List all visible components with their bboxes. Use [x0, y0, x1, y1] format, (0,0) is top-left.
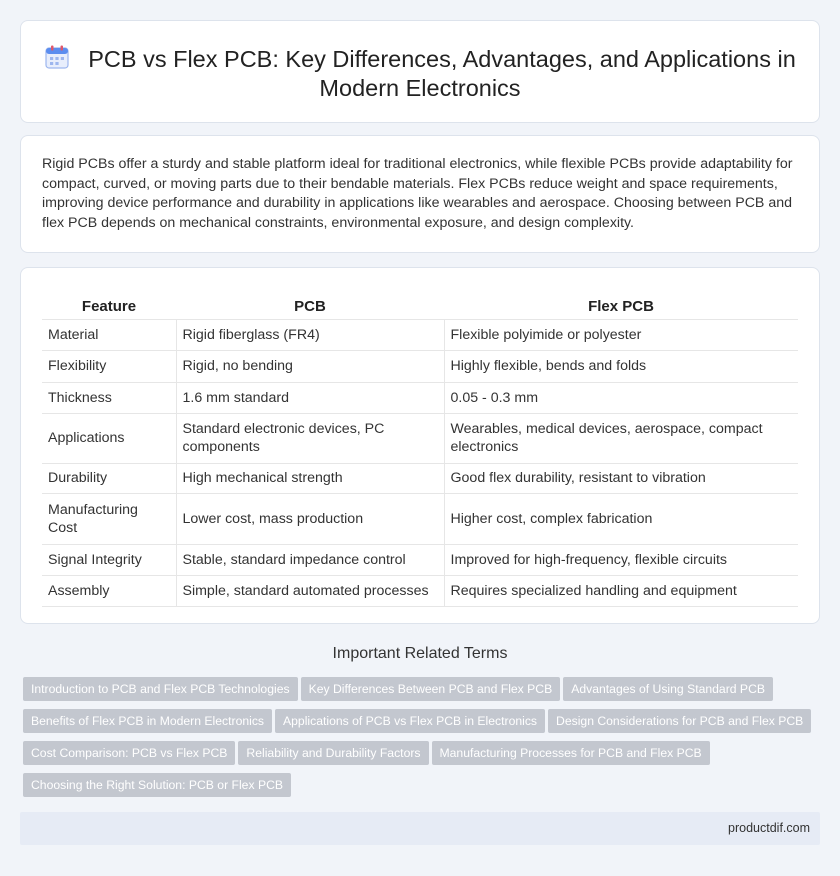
page-title-wrap — [21, 44, 819, 103]
table-row — [42, 544, 798, 575]
feature-cell: Assembly — [42, 575, 176, 606]
pcb-cell: Standard electronic devices, PC components — [176, 413, 444, 463]
header-flex-pcb: Flex PCB — [444, 295, 798, 319]
related-term-tag[interactable]: Reliability and Durability Factors — [238, 741, 428, 765]
summary-card — [20, 135, 820, 253]
footer-site-link[interactable]: productdif.com — [728, 821, 810, 835]
calendar-icon — [44, 44, 70, 70]
summary-text: Rigid PCBs offer a sturdy and stable platform ideal for traditional electronics, while flexible PCBs provide adaptability for compact, curved, or moving parts due to their bendable materials. Flex PCBs reduce weight and space requirements, improving device performance and durability in applications like wearables and aerospace. Choosing between PCB and flex PCB depends on mechanical constraints, environmental exposure, and design complexity. — [42, 156, 793, 231]
table-row — [42, 413, 798, 463]
flex-pcb-cell: Highly flexible, bends and folds — [444, 350, 798, 382]
flex-pcb-cell: Higher cost, complex fabrication — [444, 493, 798, 544]
feature-cell: Applications — [42, 413, 176, 463]
pcb-cell: Rigid fiberglass (FR4) — [176, 319, 444, 350]
flex-pcb-cell: Requires specialized handling and equipment — [444, 575, 798, 606]
footer — [20, 812, 820, 845]
feature-cell: Durability — [42, 463, 176, 493]
pcb-cell: Rigid, no bending — [176, 350, 444, 382]
feature-cell: Material — [42, 319, 176, 350]
table-header-row — [42, 295, 798, 319]
comparison-card — [20, 267, 820, 624]
flex-pcb-cell: Wearables, medical devices, aerospace, compact electronics — [444, 413, 798, 463]
flex-pcb-cell: 0.05 - 0.3 mm — [444, 382, 798, 413]
feature-cell: Signal Integrity — [42, 544, 176, 575]
related-term-tag[interactable]: Introduction to PCB and Flex PCB Technologies — [23, 677, 298, 701]
table-row — [42, 350, 798, 382]
pcb-cell: Simple, standard automated processes — [176, 575, 444, 606]
table-row — [42, 493, 798, 544]
table-row — [42, 463, 798, 493]
header-feature: Feature — [42, 295, 176, 319]
title-card — [20, 20, 820, 123]
pcb-cell: 1.6 mm standard — [176, 382, 444, 413]
related-term-tag[interactable]: Benefits of Flex PCB in Modern Electronics — [23, 709, 272, 733]
feature-cell: Flexibility — [42, 350, 176, 382]
flex-pcb-cell: Improved for high-frequency, flexible circuits — [444, 544, 798, 575]
table-row — [42, 382, 798, 413]
flex-pcb-cell: Flexible polyimide or polyester — [444, 319, 798, 350]
related-term-tag[interactable]: Advantages of Using Standard PCB — [563, 677, 773, 701]
comparison-table — [42, 295, 798, 607]
table-row — [42, 319, 798, 350]
related-term-tag[interactable]: Manufacturing Processes for PCB and Flex PCB — [432, 741, 710, 765]
feature-cell: Thickness — [42, 382, 176, 413]
related-terms-heading: Important Related Terms — [332, 645, 508, 662]
pcb-cell: Lower cost, mass production — [176, 493, 444, 544]
table-row — [42, 575, 798, 606]
related-term-tag[interactable]: Design Considerations for PCB and Flex PCB — [548, 709, 811, 733]
related-term-tag[interactable]: Choosing the Right Solution: PCB or Flex PCB — [23, 773, 291, 797]
pcb-cell: High mechanical strength — [176, 463, 444, 493]
related-term-tag[interactable]: Cost Comparison: PCB vs Flex PCB — [23, 741, 235, 765]
feature-cell: Manufacturing Cost — [42, 493, 176, 544]
pcb-cell: Stable, standard impedance control — [176, 544, 444, 575]
related-term-tag[interactable]: Key Differences Between PCB and Flex PCB — [301, 677, 561, 701]
related-terms-list — [23, 677, 823, 805]
related-term-tag[interactable]: Applications of PCB vs Flex PCB in Electronics — [275, 709, 545, 733]
header-pcb: PCB — [176, 295, 444, 319]
flex-pcb-cell: Good flex durability, resistant to vibration — [444, 463, 798, 493]
page-title: PCB vs Flex PCB: Key Differences, Advantages, and Applications in Modern Electronics — [88, 46, 796, 101]
